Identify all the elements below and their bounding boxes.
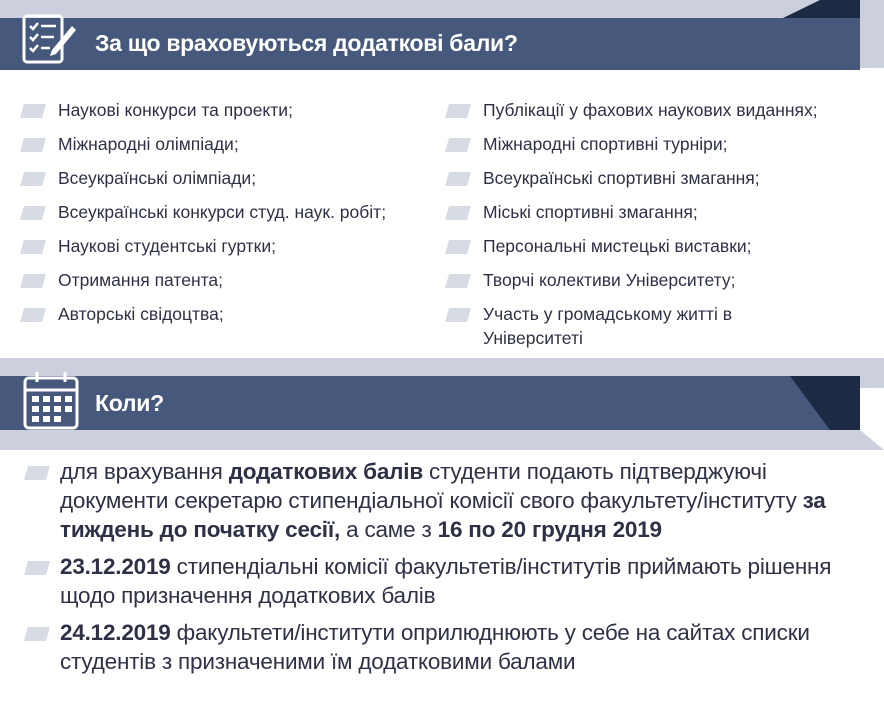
- list-item: Наукові студентські гуртки;: [20, 234, 386, 258]
- section-header-band: [0, 358, 884, 450]
- bullet-marker: [20, 240, 46, 254]
- list-item: Персональні мистецькі виставки;: [445, 234, 818, 258]
- bullet-marker: [24, 561, 50, 575]
- section-header-band: [0, 0, 884, 90]
- list-item: Авторські свідоцтва;: [20, 302, 386, 326]
- bonus-list-left: [20, 98, 386, 336]
- bullet-marker: [24, 466, 50, 480]
- section-title-when: Коли?: [95, 390, 164, 416]
- bullet-marker: [445, 206, 471, 220]
- bullet-marker: [445, 172, 471, 186]
- when-list: [24, 457, 874, 676]
- section-title-bonus: За що враховуються додаткові бали?: [95, 30, 518, 56]
- bullet-marker: [20, 104, 46, 118]
- list-item: Всеукраїнські спортивні змагання;: [445, 166, 818, 190]
- checklist-pencil-icon: [18, 12, 78, 72]
- bullet-marker: [20, 274, 46, 288]
- list-item: Творчі колективи Університету;: [445, 268, 818, 292]
- list-item: Всеукраїнські конкурси студ. наук. робіт;: [20, 200, 386, 224]
- list-item: Участь у громадському житті в Університеті: [445, 302, 818, 350]
- bonus-list-right: [445, 98, 818, 350]
- bullet-marker: [20, 172, 46, 186]
- list-item: 23.12.2019 стипендіальні комісії факультетів/інститутів приймають рішення щодо призначення додаткових балів: [24, 552, 874, 610]
- bullet-marker: [20, 206, 46, 220]
- list-item: Міжнародні олімпіади;: [20, 132, 386, 156]
- list-item: Міські спортивні змагання;: [445, 200, 818, 224]
- list-item: Публікації у фахових наукових виданнях;: [445, 98, 818, 122]
- bullet-marker: [20, 308, 46, 322]
- bullet-marker: [445, 308, 471, 322]
- calendar-icon: [22, 368, 80, 432]
- list-item: Всеукраїнські олімпіади;: [20, 166, 386, 190]
- bullet-marker: [20, 138, 46, 152]
- bullet-marker: [445, 104, 471, 118]
- bullet-marker: [24, 627, 50, 641]
- bullet-marker: [445, 138, 471, 152]
- list-item: Міжнародні спортивні турніри;: [445, 132, 818, 156]
- list-item: Отримання патента;: [20, 268, 386, 292]
- list-item: для врахування додаткових балів студенти подають підтверджуючі документи секретарю стипендіальної комісії свого факультету/інституту за тиждень до початку сесії, а саме з 16 по 20 грудня 2019: [24, 457, 874, 544]
- list-item: Наукові конкурси та проекти;: [20, 98, 386, 122]
- list-item: 24.12.2019 факультети/інститути оприлюднюють у себе на сайтах списки студентів з призначеними їм додатковими балами: [24, 618, 874, 676]
- bullet-marker: [445, 240, 471, 254]
- bullet-marker: [445, 274, 471, 288]
